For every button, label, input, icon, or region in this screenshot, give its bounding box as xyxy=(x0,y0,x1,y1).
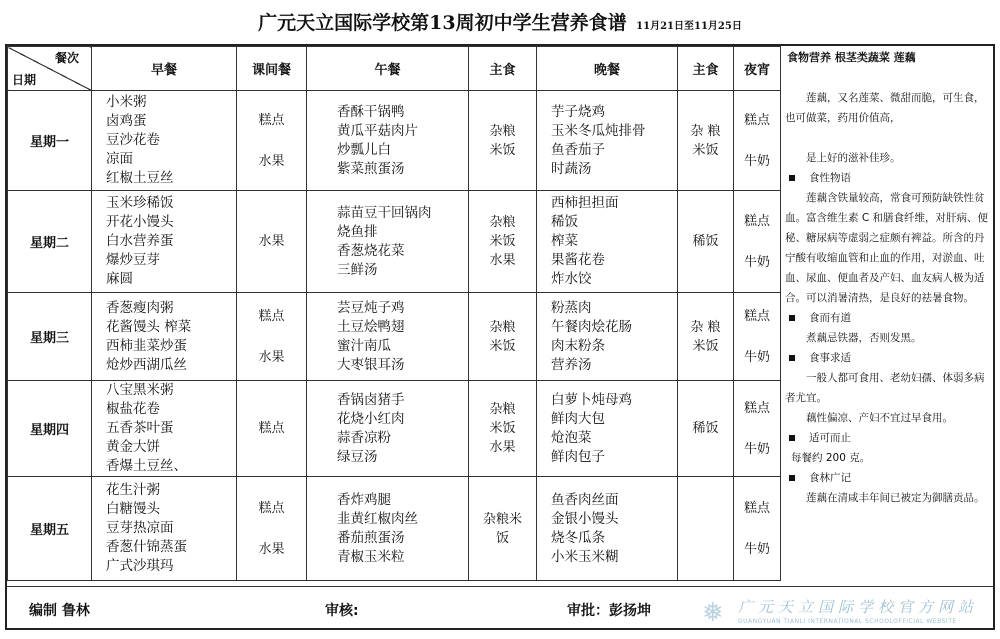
menu-item: 稀饭 xyxy=(692,421,719,436)
section-heading xyxy=(781,468,993,488)
menu-item: 五香茶叶蛋 xyxy=(106,420,174,436)
menu-item: 杂粮 xyxy=(489,215,516,230)
nutrition-intro: 莲藕，又名莲菜、微甜而脆，可生食，也可做菜，药用价值高， xyxy=(785,92,985,124)
menu-item: 杂粮 xyxy=(489,402,516,417)
bullet-icon xyxy=(789,355,795,361)
menu-item: 香炸鸡腿 xyxy=(337,491,391,508)
watermark-cn: 广元天立国际学校官方网站 xyxy=(738,598,979,616)
menu-item: 玉米珍稀饭 xyxy=(106,195,174,211)
dinner-staple-cell xyxy=(678,381,734,477)
menu-item: 炝炒西湖瓜丝 xyxy=(106,356,187,373)
bullet-icon xyxy=(789,435,795,441)
watermark-en: GUANGYUAN TIANLI INTERNATIONAL SCHOOLOFFICIAL WEBSITE xyxy=(738,618,957,625)
menu-item: 饭 xyxy=(495,530,509,546)
menu-item: 绿豆汤 xyxy=(337,448,378,465)
menu-item: 时蔬汤 xyxy=(551,160,592,177)
snack-cell xyxy=(237,191,307,293)
menu-item: 花生汁粥 xyxy=(106,482,160,498)
menu-item: 鱼香肉丝面 xyxy=(551,491,619,508)
nutrition-header: 食物营养 根茎类蔬菜 莲藕 xyxy=(787,51,916,64)
breakfast-cell xyxy=(92,91,237,191)
section-heading xyxy=(781,348,993,368)
menu-item: 大枣银耳汤 xyxy=(337,356,405,373)
menu-item: 糕点 xyxy=(743,213,770,229)
header-breakfast: 早餐 xyxy=(92,47,237,91)
menu-item: 小米玉米糊 xyxy=(551,548,619,565)
breakfast-cell xyxy=(92,477,237,581)
section-heading xyxy=(781,428,993,448)
dinner-cell xyxy=(537,477,678,581)
editor-label: 编制 鲁林 xyxy=(29,603,90,619)
menu-item: 凉面 xyxy=(106,151,133,167)
menu-item: 香葱什锦蒸蛋 xyxy=(106,539,187,555)
menu-item: 土豆烩鸭翅 xyxy=(337,318,405,335)
menu-item: 韭黄红椒肉丝 xyxy=(337,510,418,527)
header-dinner: 晚餐 xyxy=(537,47,678,91)
menu-item: 烧鱼排 xyxy=(337,223,378,240)
menu-item: 芋子烧鸡 xyxy=(551,103,605,120)
menu-item: 糕点 xyxy=(743,400,770,416)
dinner-cell xyxy=(537,381,678,477)
menu-item: 杂粮米 xyxy=(482,511,522,527)
menu-item: 米饭 xyxy=(489,142,516,158)
menu-item: 金银小馒头 xyxy=(551,510,619,527)
snack-cell xyxy=(237,477,307,581)
date-range: 11月21日至11月25日 xyxy=(636,21,742,32)
dinner-staple-cell xyxy=(678,91,734,191)
menu-item: 香爆土豆丝、 xyxy=(106,458,187,474)
menu-item: 椒盐花卷 xyxy=(106,401,160,417)
menu-item: 稀饭 xyxy=(692,234,719,249)
menu-table xyxy=(7,46,781,581)
lunch-staple-cell xyxy=(469,293,537,381)
menu-item: 肉末粉条 xyxy=(551,337,605,354)
header-lunch-staple: 主食 xyxy=(469,47,537,91)
dinner-staple-cell xyxy=(678,477,734,581)
menu-item: 杂粮 xyxy=(489,319,516,335)
menu-item: 杂 粮 xyxy=(690,123,721,139)
menu-item: 红椒土豆丝 xyxy=(106,170,174,186)
menu-item: 烧冬瓜条 xyxy=(551,529,605,546)
menu-item: 花酱馒头 榨菜 xyxy=(106,318,192,335)
menu-item: 米饭 xyxy=(692,142,719,158)
lunch-cell xyxy=(307,477,469,581)
corner-header xyxy=(8,47,92,91)
night-cell xyxy=(734,191,781,293)
header-dinner-staple: 主食 xyxy=(678,47,734,91)
menu-item: 炝泡菜 xyxy=(551,429,592,446)
day-row xyxy=(8,293,781,381)
section-heading xyxy=(781,308,993,328)
night-cell xyxy=(734,477,781,581)
approve-label: 审批：彭扬坤 xyxy=(567,603,651,619)
menu-item: 香锅卤猪手 xyxy=(337,391,405,408)
menu-item: 麻圆 xyxy=(106,271,133,287)
menu-item: 芸豆炖子鸡 xyxy=(337,299,405,316)
section-text: 莲藕含铁量较高，常食可预防缺铁性贫血。富含维生素 C 和膳食纤维，对肝病、便秘、糖尿病等虚弱之症颇有裨益。所含的丹宁酸有收缩血管和止血的作用，对淤血、吐血、尿血、便血者及产妇、血友病人极为适合。可以消暑清热，是良好的祛暑食物。 xyxy=(785,192,989,304)
dinner-staple-cell xyxy=(678,293,734,381)
day-label: 星期三 xyxy=(8,293,92,381)
menu-item: 鱼香茄子 xyxy=(551,141,605,158)
section-heading xyxy=(781,168,993,188)
dinner-cell xyxy=(537,191,678,293)
menu-item: 玉米冬瓜炖排骨 xyxy=(551,122,646,139)
day-label: 星期四 xyxy=(8,381,92,477)
lunch-cell xyxy=(307,293,469,381)
lunch-staple-cell xyxy=(469,381,537,477)
lunch-staple-cell xyxy=(469,91,537,191)
section-title: 食林广记 xyxy=(809,472,851,484)
lunch-cell xyxy=(307,191,469,293)
menu-item: 香葱瘦肉粥 xyxy=(106,299,174,316)
header-night: 夜宵 xyxy=(734,47,781,91)
breakfast-cell xyxy=(92,191,237,293)
menu-item: 糕点 xyxy=(743,308,770,324)
section-text: 藕性偏凉、产妇不宜过早食用。 xyxy=(806,412,953,424)
menu-item: 糕点 xyxy=(258,112,285,128)
menu-item: 米饭 xyxy=(692,338,719,354)
menu-item: 米饭 xyxy=(489,234,516,249)
page-title xyxy=(0,8,1000,35)
menu-item: 黄瓜平菇肉片 xyxy=(337,122,418,139)
section-text: 煮藕忌铁器，否则发黑。 xyxy=(806,332,922,344)
day-label: 星期一 xyxy=(8,91,92,191)
menu-item: 粉蒸肉 xyxy=(551,299,592,316)
section-text: 莲藕在清咸丰年间已被定为御膳贡品。 xyxy=(806,492,985,504)
day-row xyxy=(8,91,781,191)
section-title: 食而有道 xyxy=(809,312,851,324)
menu-item: 水果 xyxy=(258,234,285,249)
menu-item: 爆炒豆芽 xyxy=(106,252,160,268)
menu-item: 紫菜煎蛋汤 xyxy=(337,160,405,177)
lunch-staple-cell xyxy=(469,477,537,581)
menu-item: 香酥干锅鸭 xyxy=(337,103,405,120)
menu-item: 水果 xyxy=(258,541,285,557)
menu-item: 午餐肉烩花肠 xyxy=(551,318,632,335)
night-cell xyxy=(734,381,781,477)
header-date: 日期 xyxy=(12,73,37,87)
menu-item: 营养汤 xyxy=(551,356,592,373)
bullet-icon xyxy=(789,175,795,181)
menu-item: 白水营养蛋 xyxy=(106,233,174,249)
menu-item: 杂粮 xyxy=(489,123,516,139)
bullet-icon xyxy=(789,475,795,481)
menu-item: 豆沙花卷 xyxy=(106,132,160,148)
menu-item: 牛奶 xyxy=(743,441,770,457)
menu-title: 广元天立国际学校第13周初中学生营养食谱 xyxy=(258,12,627,34)
section-title: 食事求适 xyxy=(809,352,851,364)
bullet-icon xyxy=(789,315,795,321)
menu-item: 蜜汁南瓜 xyxy=(337,337,391,354)
dinner-cell xyxy=(537,91,678,191)
section-title: 适可而止 xyxy=(809,432,851,444)
nutrition-panel xyxy=(781,46,993,586)
menu-item: 米饭 xyxy=(489,421,516,436)
menu-item: 八宝黑米粥 xyxy=(106,382,174,398)
breakfast-cell xyxy=(92,293,237,381)
day-label: 星期五 xyxy=(8,477,92,581)
night-cell xyxy=(734,91,781,191)
menu-item: 糕点 xyxy=(258,308,285,324)
menu-item: 榨菜 xyxy=(551,233,578,249)
school-watermark xyxy=(700,594,995,630)
menu-item: 果酱花卷 xyxy=(551,252,605,268)
header-row xyxy=(8,47,781,91)
menu-item: 杂 粮 xyxy=(690,319,721,335)
menu-item: 西柿韭菜炒蛋 xyxy=(106,337,187,354)
snack-cell xyxy=(237,381,307,477)
menu-item: 广式沙琪玛 xyxy=(106,558,174,574)
menu-item: 稀饭 xyxy=(551,214,578,230)
section-title: 食性物语 xyxy=(809,172,851,184)
day-row xyxy=(8,191,781,293)
menu-item: 西柿担担面 xyxy=(551,195,619,211)
menu-item: 糕点 xyxy=(743,112,770,128)
nutrition-intro-2: 是上好的滋补佳珍。 xyxy=(806,152,901,164)
header-snack: 课间餐 xyxy=(237,47,307,91)
dinner-staple-cell xyxy=(678,191,734,293)
menu-item: 鲜肉大包 xyxy=(551,410,605,427)
breakfast-cell xyxy=(92,381,237,477)
menu-item: 豆芽热凉面 xyxy=(106,520,174,536)
menu-item: 牛奶 xyxy=(743,349,770,365)
menu-item: 牛奶 xyxy=(743,153,770,169)
menu-item: 牛奶 xyxy=(743,254,770,270)
day-row xyxy=(8,477,781,581)
snack-cell xyxy=(237,91,307,191)
menu-item: 小米粥 xyxy=(106,94,147,110)
menu-item: 花烧小红肉 xyxy=(337,410,405,427)
menu-item: 白糖馒头 xyxy=(106,501,160,517)
review-label: 审核: xyxy=(325,603,359,619)
header-lunch: 午餐 xyxy=(307,47,469,91)
menu-item: 水果 xyxy=(489,253,516,268)
menu-item: 水果 xyxy=(489,440,516,455)
menu-item: 炒瓢儿白 xyxy=(337,141,391,158)
menu-item: 蒜香凉粉 xyxy=(337,429,391,446)
menu-item: 糕点 xyxy=(258,500,285,516)
school-logo-icon: ❅ xyxy=(702,598,724,628)
menu-item: 番茄煎蛋汤 xyxy=(337,529,405,546)
section-text: 每餐约 200 克。 xyxy=(791,452,871,464)
night-cell xyxy=(734,293,781,381)
menu-item: 炸水饺 xyxy=(551,271,592,287)
menu-item: 香葱烧花菜 xyxy=(337,242,405,259)
day-label: 星期二 xyxy=(8,191,92,293)
dinner-cell xyxy=(537,293,678,381)
day-row xyxy=(8,381,781,477)
lunch-cell xyxy=(307,381,469,477)
section-text: 一般人都可食用、老幼妇孺、体弱多病者尤宜。 xyxy=(785,372,985,404)
menu-item: 米饭 xyxy=(489,338,516,354)
snack-cell xyxy=(237,293,307,381)
menu-item: 水果 xyxy=(258,349,285,365)
menu-item: 青椒玉米粒 xyxy=(337,548,405,565)
lunch-staple-cell xyxy=(469,191,537,293)
menu-item: 鲜肉包子 xyxy=(551,448,605,465)
menu-item: 牛奶 xyxy=(743,541,770,557)
menu-item: 开花小馒头 xyxy=(106,214,174,230)
menu-item: 卤鸡蛋 xyxy=(106,113,147,129)
menu-item: 糕点 xyxy=(743,500,770,516)
menu-item: 白萝卜炖母鸡 xyxy=(551,391,632,408)
menu-item: 糕点 xyxy=(258,421,285,436)
lunch-cell xyxy=(307,91,469,191)
menu-item: 水果 xyxy=(258,153,285,169)
menu-item: 黄金大饼 xyxy=(106,439,160,455)
menu-item: 三鲜汤 xyxy=(337,261,378,278)
menu-item: 蒜苗豆干回锅肉 xyxy=(337,204,432,221)
header-meal: 餐次 xyxy=(54,51,79,65)
